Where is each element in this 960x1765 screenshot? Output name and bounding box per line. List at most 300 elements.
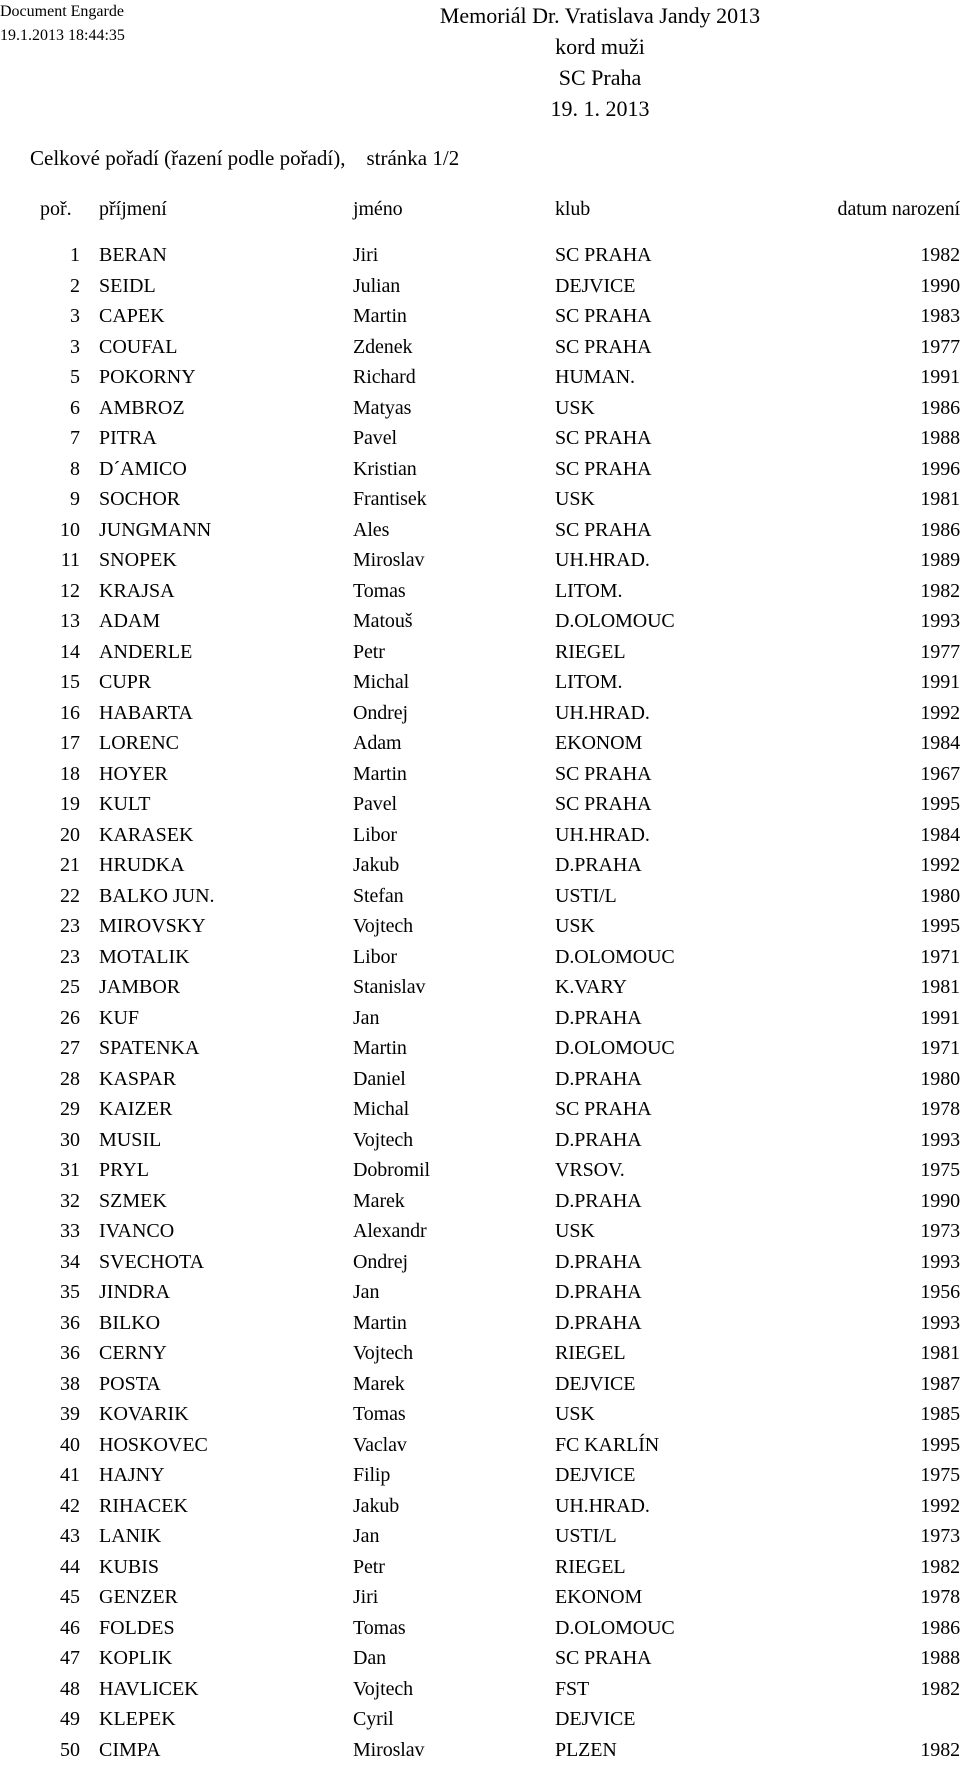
cell-firstname: Matouš bbox=[353, 606, 412, 637]
table-row bbox=[0, 1338, 960, 1369]
cell-club: UH.HRAD. bbox=[555, 820, 650, 851]
cell-club: UH.HRAD. bbox=[555, 545, 650, 576]
cell-rank: 14 bbox=[0, 637, 80, 668]
cell-surname: HOYER bbox=[99, 759, 168, 790]
cell-firstname: Tomas bbox=[353, 576, 406, 607]
table-row bbox=[0, 332, 960, 363]
table-row bbox=[0, 1460, 960, 1491]
cell-birth-year: 1982 bbox=[920, 576, 960, 607]
cell-club: PLZEN bbox=[555, 1735, 617, 1765]
document-source: Document Engarde bbox=[0, 0, 125, 24]
cell-surname: BALKO JUN. bbox=[99, 881, 215, 912]
cell-surname: HABARTA bbox=[99, 698, 193, 729]
cell-rank: 49 bbox=[0, 1704, 80, 1735]
cell-firstname: Martin bbox=[353, 759, 407, 790]
cell-birth-year: 1982 bbox=[920, 1735, 960, 1765]
table-row bbox=[0, 484, 960, 515]
cell-surname: HAVLICEK bbox=[99, 1674, 199, 1705]
cell-birth-year: 1990 bbox=[920, 1186, 960, 1217]
cell-birth-year: 1956 bbox=[920, 1277, 960, 1308]
cell-club: DEJVICE bbox=[555, 1369, 635, 1400]
competition-category: kord muži bbox=[410, 31, 790, 62]
cell-club: K.VARY bbox=[555, 972, 627, 1003]
cell-surname: ANDERLE bbox=[99, 637, 192, 668]
cell-club: FC KARLÍN bbox=[555, 1430, 659, 1461]
cell-club: D.OLOMOUC bbox=[555, 942, 675, 973]
competition-venue: SC Praha bbox=[410, 62, 790, 93]
cell-rank: 5 bbox=[0, 362, 80, 393]
cell-club: LITOM. bbox=[555, 576, 622, 607]
cell-rank: 50 bbox=[0, 1735, 80, 1765]
table-row bbox=[0, 1155, 960, 1186]
table-row bbox=[0, 911, 960, 942]
cell-surname: KUF bbox=[99, 1003, 139, 1034]
cell-rank: 23 bbox=[0, 911, 80, 942]
cell-birth-year: 1993 bbox=[920, 1247, 960, 1278]
cell-club: D.PRAHA bbox=[555, 1247, 642, 1278]
table-body bbox=[0, 240, 960, 1765]
cell-surname: KLEPEK bbox=[99, 1704, 176, 1735]
cell-club: UH.HRAD. bbox=[555, 698, 650, 729]
table-row bbox=[0, 881, 960, 912]
cell-birth-year: 1987 bbox=[920, 1369, 960, 1400]
cell-surname: SNOPEK bbox=[99, 545, 177, 576]
cell-firstname: Libor bbox=[353, 942, 397, 973]
cell-birth-year: 1981 bbox=[920, 972, 960, 1003]
cell-firstname: Alexandr bbox=[353, 1216, 427, 1247]
cell-rank: 7 bbox=[0, 423, 80, 454]
table-row bbox=[0, 1552, 960, 1583]
cell-rank: 19 bbox=[0, 789, 80, 820]
cell-rank: 41 bbox=[0, 1460, 80, 1491]
header-club: klub bbox=[555, 194, 590, 224]
cell-firstname: Vaclav bbox=[353, 1430, 407, 1461]
cell-club: SC PRAHA bbox=[555, 454, 651, 485]
cell-club: SC PRAHA bbox=[555, 1094, 651, 1125]
cell-firstname: Jiri bbox=[353, 1582, 378, 1613]
results-table bbox=[0, 194, 960, 1765]
cell-club: D.PRAHA bbox=[555, 850, 642, 881]
cell-club: RIEGEL bbox=[555, 1552, 626, 1583]
table-row bbox=[0, 1704, 960, 1735]
cell-surname: SOCHOR bbox=[99, 484, 180, 515]
cell-birth-year: 1985 bbox=[920, 1399, 960, 1430]
cell-surname: POKORNY bbox=[99, 362, 196, 393]
cell-surname: KASPAR bbox=[99, 1064, 176, 1095]
cell-club: USTI/L bbox=[555, 881, 617, 912]
cell-rank: 31 bbox=[0, 1155, 80, 1186]
cell-birth-year: 1992 bbox=[920, 850, 960, 881]
cell-surname: D´AMICO bbox=[99, 454, 187, 485]
table-row bbox=[0, 271, 960, 302]
cell-surname: FOLDES bbox=[99, 1613, 175, 1644]
table-row bbox=[0, 1033, 960, 1064]
cell-club: USK bbox=[555, 484, 595, 515]
cell-rank: 9 bbox=[0, 484, 80, 515]
cell-rank: 21 bbox=[0, 850, 80, 881]
cell-birth-year: 1982 bbox=[920, 1674, 960, 1705]
cell-birth-year: 1982 bbox=[920, 240, 960, 271]
cell-rank: 36 bbox=[0, 1308, 80, 1339]
cell-surname: SZMEK bbox=[99, 1186, 167, 1217]
cell-birth-year: 1986 bbox=[920, 515, 960, 546]
cell-surname: POSTA bbox=[99, 1369, 161, 1400]
cell-club: DEJVICE bbox=[555, 271, 635, 302]
cell-surname: BILKO bbox=[99, 1308, 160, 1339]
cell-firstname: Julian bbox=[353, 271, 400, 302]
table-row bbox=[0, 1613, 960, 1644]
cell-rank: 25 bbox=[0, 972, 80, 1003]
table-row bbox=[0, 576, 960, 607]
cell-club: EKONOM bbox=[555, 728, 642, 759]
table-row bbox=[0, 1064, 960, 1095]
cell-birth-year: 1993 bbox=[920, 1308, 960, 1339]
cell-surname: MIROVSKY bbox=[99, 911, 206, 942]
cell-birth-year: 1982 bbox=[920, 1552, 960, 1583]
cell-club: D.PRAHA bbox=[555, 1186, 642, 1217]
cell-birth-year: 1995 bbox=[920, 911, 960, 942]
cell-club: LITOM. bbox=[555, 667, 622, 698]
cell-birth-year: 1977 bbox=[920, 332, 960, 363]
cell-rank: 36 bbox=[0, 1338, 80, 1369]
cell-birth-year: 1973 bbox=[920, 1521, 960, 1552]
cell-surname: CUPR bbox=[99, 667, 151, 698]
cell-club: UH.HRAD. bbox=[555, 1491, 650, 1522]
cell-firstname: Marek bbox=[353, 1369, 405, 1400]
cell-rank: 42 bbox=[0, 1491, 80, 1522]
cell-club: USK bbox=[555, 911, 595, 942]
table-row bbox=[0, 1094, 960, 1125]
cell-firstname: Martin bbox=[353, 1033, 407, 1064]
table-row bbox=[0, 637, 960, 668]
cell-club: USK bbox=[555, 393, 595, 424]
table-row bbox=[0, 423, 960, 454]
cell-firstname: Miroslav bbox=[353, 545, 424, 576]
cell-birth-year: 1991 bbox=[920, 362, 960, 393]
table-row bbox=[0, 698, 960, 729]
table-row bbox=[0, 789, 960, 820]
cell-firstname: Pavel bbox=[353, 789, 397, 820]
table-row bbox=[0, 545, 960, 576]
cell-rank: 32 bbox=[0, 1186, 80, 1217]
header-surname: příjmení bbox=[99, 194, 167, 224]
cell-club: DEJVICE bbox=[555, 1704, 635, 1735]
cell-rank: 30 bbox=[0, 1125, 80, 1156]
cell-firstname: Miroslav bbox=[353, 1735, 424, 1765]
cell-rank: 39 bbox=[0, 1399, 80, 1430]
cell-surname: KRAJSA bbox=[99, 576, 175, 607]
cell-birth-year: 1967 bbox=[920, 759, 960, 790]
table-row bbox=[0, 1308, 960, 1339]
table-header-row bbox=[0, 194, 960, 224]
cell-surname: ADAM bbox=[99, 606, 160, 637]
cell-surname: HOSKOVEC bbox=[99, 1430, 208, 1461]
cell-firstname: Kristian bbox=[353, 454, 417, 485]
table-row bbox=[0, 1216, 960, 1247]
header-birth-year: datum narození bbox=[838, 194, 960, 224]
cell-rank: 47 bbox=[0, 1643, 80, 1674]
cell-surname: COUFAL bbox=[99, 332, 178, 363]
cell-club: D.PRAHA bbox=[555, 1003, 642, 1034]
cell-firstname: Jakub bbox=[353, 850, 399, 881]
cell-club: D.OLOMOUC bbox=[555, 1613, 675, 1644]
cell-club: SC PRAHA bbox=[555, 759, 651, 790]
cell-club: HUMAN. bbox=[555, 362, 635, 393]
table-row bbox=[0, 759, 960, 790]
cell-birth-year: 1975 bbox=[920, 1155, 960, 1186]
cell-birth-year: 1971 bbox=[920, 1033, 960, 1064]
cell-surname: AMBROZ bbox=[99, 393, 185, 424]
cell-rank: 11 bbox=[0, 545, 80, 576]
cell-birth-year: 1980 bbox=[920, 1064, 960, 1095]
competition-title: Memoriál Dr. Vratislava Jandy 2013 bbox=[410, 0, 790, 31]
cell-rank: 3 bbox=[0, 332, 80, 363]
cell-birth-year: 1996 bbox=[920, 454, 960, 485]
cell-club: SC PRAHA bbox=[555, 301, 651, 332]
cell-firstname: Stanislav bbox=[353, 972, 425, 1003]
cell-firstname: Stefan bbox=[353, 881, 404, 912]
table-row bbox=[0, 393, 960, 424]
table-row bbox=[0, 606, 960, 637]
cell-birth-year: 1978 bbox=[920, 1094, 960, 1125]
cell-surname: SEIDL bbox=[99, 271, 156, 302]
table-row bbox=[0, 301, 960, 332]
cell-surname: MUSIL bbox=[99, 1125, 161, 1156]
cell-firstname: Jan bbox=[353, 1521, 379, 1552]
cell-birth-year: 1981 bbox=[920, 484, 960, 515]
cell-firstname: Cyril bbox=[353, 1704, 394, 1735]
table-row bbox=[0, 1643, 960, 1674]
table-row bbox=[0, 1674, 960, 1705]
cell-rank: 16 bbox=[0, 698, 80, 729]
cell-rank: 23 bbox=[0, 942, 80, 973]
cell-firstname: Zdenek bbox=[353, 332, 412, 363]
table-row bbox=[0, 972, 960, 1003]
table-row bbox=[0, 1430, 960, 1461]
cell-firstname: Michal bbox=[353, 1094, 409, 1125]
cell-club: USK bbox=[555, 1399, 595, 1430]
table-row bbox=[0, 942, 960, 973]
cell-rank: 48 bbox=[0, 1674, 80, 1705]
table-row bbox=[0, 1003, 960, 1034]
cell-club: SC PRAHA bbox=[555, 789, 651, 820]
table-row bbox=[0, 1735, 960, 1765]
cell-firstname: Vojtech bbox=[353, 1674, 413, 1705]
cell-birth-year: 1973 bbox=[920, 1216, 960, 1247]
table-row bbox=[0, 1369, 960, 1400]
cell-surname: PITRA bbox=[99, 423, 157, 454]
cell-surname: RIHACEK bbox=[99, 1491, 188, 1522]
cell-rank: 27 bbox=[0, 1033, 80, 1064]
cell-surname: KAIZER bbox=[99, 1094, 172, 1125]
cell-surname: HRUDKA bbox=[99, 850, 185, 881]
cell-rank: 13 bbox=[0, 606, 80, 637]
cell-surname: JUNGMANN bbox=[99, 515, 211, 546]
cell-club: VRSOV. bbox=[555, 1155, 625, 1186]
cell-birth-year: 1971 bbox=[920, 942, 960, 973]
cell-firstname: Petr bbox=[353, 637, 385, 668]
cell-firstname: Martin bbox=[353, 1308, 407, 1339]
cell-birth-year: 1992 bbox=[920, 1491, 960, 1522]
cell-rank: 40 bbox=[0, 1430, 80, 1461]
cell-rank: 22 bbox=[0, 881, 80, 912]
cell-rank: 3 bbox=[0, 301, 80, 332]
cell-birth-year: 1992 bbox=[920, 698, 960, 729]
cell-rank: 38 bbox=[0, 1369, 80, 1400]
cell-rank: 46 bbox=[0, 1613, 80, 1644]
cell-firstname: Ales bbox=[353, 515, 389, 546]
cell-birth-year: 1993 bbox=[920, 606, 960, 637]
cell-birth-year: 1990 bbox=[920, 271, 960, 302]
table-row bbox=[0, 515, 960, 546]
cell-club: D.OLOMOUC bbox=[555, 1033, 675, 1064]
cell-surname: KULT bbox=[99, 789, 150, 820]
cell-rank: 17 bbox=[0, 728, 80, 759]
cell-birth-year: 1991 bbox=[920, 667, 960, 698]
cell-rank: 35 bbox=[0, 1277, 80, 1308]
cell-birth-year: 1981 bbox=[920, 1338, 960, 1369]
cell-club: EKONOM bbox=[555, 1582, 642, 1613]
cell-club: SC PRAHA bbox=[555, 423, 651, 454]
table-row bbox=[0, 1521, 960, 1552]
cell-surname: BERAN bbox=[99, 240, 167, 271]
cell-rank: 28 bbox=[0, 1064, 80, 1095]
cell-rank: 45 bbox=[0, 1582, 80, 1613]
table-row bbox=[0, 240, 960, 271]
cell-surname: SPATENKA bbox=[99, 1033, 199, 1064]
cell-firstname: Vojtech bbox=[353, 911, 413, 942]
cell-birth-year: 1977 bbox=[920, 637, 960, 668]
cell-rank: 26 bbox=[0, 1003, 80, 1034]
table-row bbox=[0, 850, 960, 881]
cell-birth-year: 1995 bbox=[920, 1430, 960, 1461]
cell-birth-year: 1980 bbox=[920, 881, 960, 912]
cell-firstname: Jan bbox=[353, 1003, 379, 1034]
cell-surname: JINDRA bbox=[99, 1277, 170, 1308]
cell-surname: JAMBOR bbox=[99, 972, 180, 1003]
table-row bbox=[0, 667, 960, 698]
cell-birth-year: 1988 bbox=[920, 423, 960, 454]
cell-firstname: Daniel bbox=[353, 1064, 406, 1095]
cell-firstname: Jiri bbox=[353, 240, 378, 271]
cell-surname: SVECHOTA bbox=[99, 1247, 204, 1278]
cell-firstname: Jan bbox=[353, 1277, 379, 1308]
table-row bbox=[0, 820, 960, 851]
table-row bbox=[0, 1125, 960, 1156]
cell-firstname: Matyas bbox=[353, 393, 411, 424]
cell-firstname: Jakub bbox=[353, 1491, 399, 1522]
table-row bbox=[0, 454, 960, 485]
table-row bbox=[0, 1247, 960, 1278]
cell-rank: 2 bbox=[0, 271, 80, 302]
cell-birth-year: 1975 bbox=[920, 1460, 960, 1491]
cell-birth-year: 1983 bbox=[920, 301, 960, 332]
cell-rank: 43 bbox=[0, 1521, 80, 1552]
cell-club: D.PRAHA bbox=[555, 1064, 642, 1095]
cell-birth-year: 1984 bbox=[920, 820, 960, 851]
cell-club: RIEGEL bbox=[555, 1338, 626, 1369]
cell-surname: GENZER bbox=[99, 1582, 178, 1613]
cell-rank: 34 bbox=[0, 1247, 80, 1278]
table-row bbox=[0, 1186, 960, 1217]
cell-firstname: Ondrej bbox=[353, 698, 408, 729]
cell-firstname: Michal bbox=[353, 667, 409, 698]
cell-surname: PRYL bbox=[99, 1155, 149, 1186]
cell-rank: 15 bbox=[0, 667, 80, 698]
cell-rank: 20 bbox=[0, 820, 80, 851]
page-subtitle: Celkové pořadí (řazení podle pořadí), stránka 1/2 bbox=[30, 144, 459, 172]
cell-rank: 1 bbox=[0, 240, 80, 271]
cell-club: SC PRAHA bbox=[555, 515, 651, 546]
cell-firstname: Vojtech bbox=[353, 1338, 413, 1369]
cell-birth-year: 1991 bbox=[920, 1003, 960, 1034]
cell-club: DEJVICE bbox=[555, 1460, 635, 1491]
cell-club: FST bbox=[555, 1674, 589, 1705]
cell-firstname: Vojtech bbox=[353, 1125, 413, 1156]
cell-firstname: Petr bbox=[353, 1552, 385, 1583]
cell-surname: KARASEK bbox=[99, 820, 193, 851]
cell-rank: 33 bbox=[0, 1216, 80, 1247]
cell-firstname: Dan bbox=[353, 1643, 386, 1674]
cell-birth-year: 1989 bbox=[920, 545, 960, 576]
table-row bbox=[0, 362, 960, 393]
cell-surname: IVANCO bbox=[99, 1216, 174, 1247]
cell-surname: LORENC bbox=[99, 728, 179, 759]
document-meta bbox=[0, 0, 125, 48]
header-rank: poř. bbox=[40, 194, 72, 224]
cell-rank: 12 bbox=[0, 576, 80, 607]
cell-firstname: Libor bbox=[353, 820, 397, 851]
cell-firstname: Frantisek bbox=[353, 484, 427, 515]
document-header bbox=[410, 0, 790, 124]
cell-surname: MOTALIK bbox=[99, 942, 190, 973]
cell-firstname: Richard bbox=[353, 362, 416, 393]
cell-birth-year: 1978 bbox=[920, 1582, 960, 1613]
cell-firstname: Martin bbox=[353, 301, 407, 332]
cell-surname: CERNY bbox=[99, 1338, 167, 1369]
cell-club: D.PRAHA bbox=[555, 1125, 642, 1156]
cell-firstname: Tomas bbox=[353, 1613, 406, 1644]
cell-club: D.PRAHA bbox=[555, 1277, 642, 1308]
document-timestamp: 19.1.2013 18:44:35 bbox=[0, 24, 125, 48]
cell-birth-year: 1986 bbox=[920, 393, 960, 424]
cell-firstname: Marek bbox=[353, 1186, 405, 1217]
table-row bbox=[0, 1399, 960, 1430]
cell-birth-year: 1995 bbox=[920, 789, 960, 820]
cell-birth-year: 1993 bbox=[920, 1125, 960, 1156]
cell-club: SC PRAHA bbox=[555, 1643, 651, 1674]
cell-club: D.OLOMOUC bbox=[555, 606, 675, 637]
cell-surname: HAJNY bbox=[99, 1460, 165, 1491]
cell-birth-year: 1988 bbox=[920, 1643, 960, 1674]
cell-birth-year: 1984 bbox=[920, 728, 960, 759]
cell-firstname: Dobromil bbox=[353, 1155, 430, 1186]
cell-surname: KOVARIK bbox=[99, 1399, 189, 1430]
cell-club: SC PRAHA bbox=[555, 240, 651, 271]
cell-club: USTI/L bbox=[555, 1521, 617, 1552]
cell-surname: KUBIS bbox=[99, 1552, 159, 1583]
cell-surname: CAPEK bbox=[99, 301, 165, 332]
table-row bbox=[0, 1582, 960, 1613]
cell-club: SC PRAHA bbox=[555, 332, 651, 363]
cell-firstname: Pavel bbox=[353, 423, 397, 454]
cell-club: D.PRAHA bbox=[555, 1308, 642, 1339]
table-row bbox=[0, 1277, 960, 1308]
cell-surname: LANIK bbox=[99, 1521, 161, 1552]
cell-surname: CIMPA bbox=[99, 1735, 161, 1765]
cell-birth-year: 1986 bbox=[920, 1613, 960, 1644]
cell-firstname: Ondrej bbox=[353, 1247, 408, 1278]
